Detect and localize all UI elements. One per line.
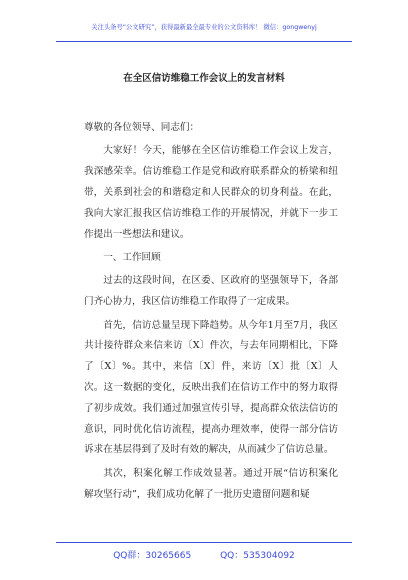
section-heading: 一、工作回顾 xyxy=(103,251,161,263)
salutation: 尊敬的各位领导、同志们： xyxy=(84,122,200,133)
header-banner: 关注头条号“公文研究”，获得最新最全最专业的公文资料库！ 微信：gongwenyj xyxy=(91,24,317,31)
footer xyxy=(0,548,408,561)
document-title: 在全区信访维稳工作会议上的发言材料 xyxy=(123,73,285,84)
footer-divider xyxy=(56,542,352,543)
paragraph-intro: 大家好！今天，能够在全区信访维稳工作会议上发言，我深感荣幸。信访维稳工作是党和政府联系群众的桥梁和纽带，关系到社会的和谐稳定和人民群众的切身利益。在此，我向大家汇报我区信访维稳工作的开展情况，并就下一步工作提出一些想法和建议。 xyxy=(84,145,338,240)
footer-qq-group: QQ群：30265665 xyxy=(113,551,192,561)
paragraph-second: 其次，积案化解工作成效显著。通过开展“信访积案化解攻坚行动”，我们成功化解了一批历史遗留问题和疑 xyxy=(84,467,338,500)
footer-qq: QQ：535304092 xyxy=(220,551,295,561)
paragraph-first: 首先，信访总量呈现下降趋势。从今年1月至7月，我区共计接待群众来信来访〔X〕件次，与去年同期相比，下降了〔X〕%。其中，来信〔X〕件，来访〔X〕批〔X〕人次。这一数据的变化，反映出我们在信访工作中的努力取得了初步成效。我们通过加强宣传引导，提高群众依法信访的意识，同时优化信访流程，提高办理效率，使得一部分信访诉求在基层得到了及时有效的解决，从而减少了信访总量。 xyxy=(84,319,338,456)
header-divider xyxy=(56,41,352,42)
paragraph-review: 过去的这段时间，在区委、区政府的坚强领导下，各部门齐心协力，我区信访维稳工作取得了一定成果。 xyxy=(84,275,338,308)
document-body xyxy=(84,118,338,508)
